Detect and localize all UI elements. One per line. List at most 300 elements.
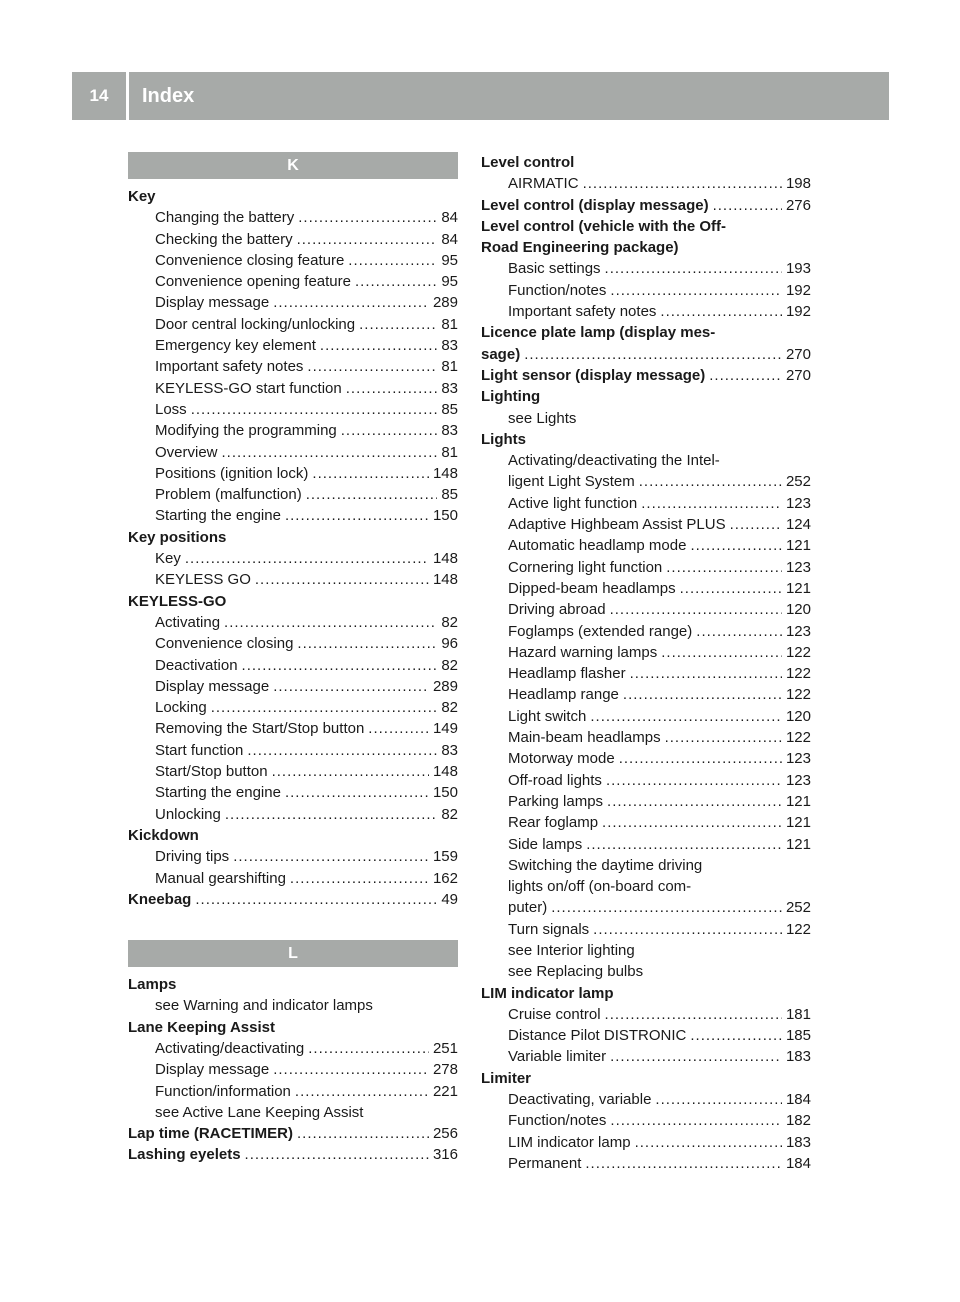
index-subentry	[128, 463, 458, 484]
entry-label: Modifying the programming	[155, 422, 337, 440]
dot-leader	[666, 557, 782, 578]
page-reference: 81	[441, 358, 458, 376]
page-reference: 181	[785, 1005, 811, 1023]
entry-label: Important safety notes	[155, 358, 304, 376]
entry-label: Automatic headlamp mode	[508, 537, 687, 555]
page-reference: 82	[441, 805, 458, 823]
dot-leader	[273, 676, 429, 697]
page-reference: 150	[432, 507, 458, 525]
entry-label: Key	[155, 550, 181, 568]
dot-leader	[602, 812, 782, 833]
index-subentry: see Warning and indicator lamps	[155, 997, 373, 1015]
page-reference: 289	[432, 677, 458, 695]
page-reference: 251	[432, 1039, 458, 1057]
index-subentry	[128, 569, 458, 590]
dot-leader	[307, 356, 437, 377]
index-subentry	[128, 250, 458, 271]
dot-leader	[247, 740, 437, 761]
index-subentry	[128, 314, 458, 335]
dot-leader	[680, 578, 782, 599]
entry-label: KEYLESS-GO start function	[155, 379, 342, 397]
dot-leader	[606, 770, 782, 791]
page-title: Index	[142, 85, 195, 107]
header-divider	[126, 72, 129, 120]
page-reference: 121	[785, 792, 811, 810]
dot-leader	[605, 258, 782, 279]
entry-label: Main-beam headlamps	[508, 729, 661, 747]
index-headword: Lighting	[481, 388, 541, 406]
index-subentry: see Interior lighting	[508, 941, 635, 959]
page-reference: 83	[441, 337, 458, 355]
entry-label: Function/notes	[508, 1112, 607, 1130]
page-reference: 123	[785, 494, 811, 512]
dot-leader	[610, 599, 782, 620]
page-reference: 316	[432, 1146, 458, 1164]
entry-label: Important safety notes	[508, 303, 657, 321]
index-subentry	[128, 740, 458, 761]
index-subentry	[481, 663, 811, 684]
index-subentry	[481, 493, 811, 514]
page-reference: 183	[785, 1048, 811, 1066]
index-subentry	[481, 727, 811, 748]
index-headword: LIM indicator lamp	[481, 984, 614, 1002]
dot-leader	[306, 484, 438, 505]
entry-label: Loss	[155, 400, 187, 418]
entry-label: Display message	[155, 677, 270, 695]
index-subentry	[128, 420, 458, 441]
index-subentry: see Replacing bulbs	[508, 963, 644, 981]
entry-label: Lashing eyelets	[128, 1146, 241, 1164]
dot-leader	[320, 335, 437, 356]
dot-leader	[290, 868, 429, 889]
dot-leader	[272, 761, 429, 782]
page-reference: 96	[441, 635, 458, 653]
index-subentry	[481, 280, 811, 301]
index-subentry	[128, 846, 458, 867]
entry-label: Emergency key element	[155, 337, 316, 355]
entry-label: Lap time (RACETIMER)	[128, 1125, 293, 1143]
entry-label: Light switch	[508, 707, 587, 725]
dot-leader	[297, 633, 437, 654]
dot-leader	[211, 697, 438, 718]
index-headword: Key positions	[128, 528, 227, 546]
index-subentry	[128, 229, 458, 250]
page-reference: 82	[441, 699, 458, 717]
entry-label: Rear foglamp	[508, 814, 599, 832]
page-reference: 289	[432, 294, 458, 312]
entry-label: Convenience opening feature	[155, 273, 351, 291]
index-list-right	[481, 152, 811, 1174]
index-subentry: lights on/off (on-board com-	[508, 878, 692, 896]
entry-label: Changing the battery	[155, 209, 295, 227]
index-subentry	[128, 1081, 458, 1102]
index-subentry	[128, 655, 458, 676]
dot-leader	[605, 1004, 782, 1025]
dot-leader	[312, 463, 429, 484]
index-column-right	[481, 152, 811, 1174]
index-subentry	[128, 442, 458, 463]
page-reference: 148	[432, 464, 458, 482]
entry-label: Positions (ignition lock)	[155, 464, 309, 482]
page-reference: 120	[785, 601, 811, 619]
index-subentry	[128, 612, 458, 633]
index-subentry	[481, 621, 811, 642]
index-headword: Limiter	[481, 1069, 532, 1087]
page-reference: 123	[785, 771, 811, 789]
index-headword: KEYLESS-GO	[128, 592, 227, 610]
page-reference: 182	[785, 1112, 811, 1130]
page-reference: 123	[785, 622, 811, 640]
entry-label: Starting the engine	[155, 784, 281, 802]
entry-label: Display message	[155, 294, 270, 312]
page-reference: 148	[432, 550, 458, 568]
dot-leader	[630, 663, 782, 684]
page-reference: 120	[785, 707, 811, 725]
dot-leader	[297, 1123, 429, 1144]
entry-label: Driving abroad	[508, 601, 606, 619]
page-reference: 270	[785, 366, 811, 384]
entry-label: Distance Pilot DISTRONIC	[508, 1027, 687, 1045]
dot-leader	[696, 621, 782, 642]
entry-label: Kneebag	[128, 890, 192, 908]
index-subentry	[128, 505, 458, 526]
page-reference: 81	[441, 443, 458, 461]
entry-label: Headlamp range	[508, 686, 619, 704]
index-headword: Lamps	[128, 976, 177, 994]
entry-label: Starting the engine	[155, 507, 281, 525]
index-headword: Lights	[481, 430, 526, 448]
page-reference: 124	[785, 516, 811, 534]
dot-leader	[610, 1110, 782, 1131]
index-headword: Licence plate lamp (display mes-	[481, 324, 716, 342]
entry-label: ligent Light System	[508, 473, 635, 491]
index-subentry	[481, 812, 811, 833]
dot-leader	[690, 1025, 782, 1046]
entry-label: Turn signals	[508, 920, 590, 938]
dot-leader	[308, 1038, 429, 1059]
entry-label: Hazard warning lamps	[508, 643, 658, 661]
dot-leader	[341, 420, 438, 441]
dot-leader	[355, 271, 437, 292]
index-subentry	[128, 399, 458, 420]
dot-leader	[191, 399, 438, 420]
page-reference: 148	[432, 571, 458, 589]
dot-leader	[551, 897, 782, 918]
page-reference: 184	[785, 1091, 811, 1109]
dot-leader	[273, 292, 429, 313]
dot-leader	[285, 505, 429, 526]
index-subentry	[481, 897, 811, 918]
page-reference: 252	[785, 899, 811, 917]
dot-leader	[524, 344, 782, 365]
entry-label: Basic settings	[508, 260, 601, 278]
index-subentry: see Lights	[508, 409, 577, 427]
index-subentry	[128, 356, 458, 377]
page-reference: 278	[432, 1061, 458, 1079]
entry-label: Cornering light function	[508, 558, 663, 576]
page-reference: 84	[441, 230, 458, 248]
index-headword: Road Engineering package)	[481, 239, 679, 257]
page-reference: 149	[432, 720, 458, 738]
dot-leader	[586, 834, 782, 855]
entry-label: Deactivation	[155, 656, 238, 674]
page-reference: 121	[785, 814, 811, 832]
index-headword: Key	[128, 188, 156, 205]
entry-label: Locking	[155, 699, 207, 717]
index-subentry	[481, 1132, 811, 1153]
entry-label: Convenience closing feature	[155, 251, 345, 269]
dot-leader	[222, 442, 438, 463]
index-subentry	[128, 207, 458, 228]
page-reference: 221	[432, 1082, 458, 1100]
page-reference: 121	[785, 835, 811, 853]
page-reference: 84	[441, 209, 458, 227]
index-subentry	[481, 1004, 811, 1025]
index-subentry	[481, 791, 811, 812]
entry-label: LIM indicator lamp	[508, 1133, 631, 1151]
section-spacer	[128, 910, 458, 940]
page-reference: 121	[785, 579, 811, 597]
dot-leader	[295, 1081, 429, 1102]
index-headword	[481, 365, 811, 386]
index-list-l	[128, 974, 458, 1166]
page-reference: 198	[785, 175, 811, 193]
dot-leader	[593, 919, 782, 940]
entry-label: Foglamps (extended range)	[508, 622, 693, 640]
page-reference: 82	[441, 656, 458, 674]
dot-leader	[273, 1059, 429, 1080]
index-headword: Level control	[481, 154, 575, 171]
entry-label: Dipped-beam headlamps	[508, 579, 676, 597]
entry-label: Problem (malfunction)	[155, 486, 302, 504]
page-reference: 123	[785, 558, 811, 576]
index-subentry	[128, 335, 458, 356]
index-subentry	[128, 1059, 458, 1080]
dot-leader	[583, 173, 782, 194]
page-header	[72, 72, 889, 120]
index-subentry	[481, 599, 811, 620]
page-reference: 122	[785, 643, 811, 661]
dot-leader	[242, 655, 438, 676]
index-subentry	[128, 633, 458, 654]
entry-label: Start function	[155, 741, 244, 759]
page-reference: 256	[432, 1125, 458, 1143]
page-reference: 95	[441, 251, 458, 269]
page-reference: 192	[785, 303, 811, 321]
page-reference: 148	[432, 763, 458, 781]
page-reference: 252	[785, 473, 811, 491]
page-reference: 122	[785, 686, 811, 704]
dot-leader	[368, 718, 429, 739]
index-subentry	[128, 697, 458, 718]
page-reference: 183	[785, 1133, 811, 1151]
index-subentry	[481, 578, 811, 599]
index-subentry	[481, 642, 811, 663]
index-subentry	[481, 471, 811, 492]
entry-label: Checking the battery	[155, 230, 293, 248]
entry-label: Activating	[155, 613, 221, 631]
dot-leader	[610, 280, 782, 301]
index-subentry	[481, 684, 811, 705]
dot-leader	[660, 301, 782, 322]
dot-leader	[635, 1132, 782, 1153]
entry-label: Cruise control	[508, 1005, 601, 1023]
entry-label: Side lamps	[508, 835, 583, 853]
dot-leader	[224, 612, 437, 633]
page-reference: 83	[441, 741, 458, 759]
index-subentry: Switching the daytime driving	[508, 856, 703, 874]
page-reference: 121	[785, 537, 811, 555]
entry-label: puter)	[508, 899, 548, 917]
index-subentry	[128, 782, 458, 803]
index-headword: Kickdown	[128, 826, 199, 844]
index-subentry	[481, 748, 811, 769]
page-reference: 95	[441, 273, 458, 291]
dot-leader	[185, 548, 429, 569]
dot-leader	[585, 1153, 782, 1174]
dot-leader	[655, 1089, 782, 1110]
entry-label: Adaptive Highbeam Assist PLUS	[508, 516, 726, 534]
section-header-l: L	[128, 940, 458, 967]
index-column-left	[128, 152, 458, 1166]
entry-label: Unlocking	[155, 805, 221, 823]
page-reference: 85	[441, 486, 458, 504]
index-subentry: Activating/deactivating the Intel-	[508, 452, 720, 470]
index-subentry	[481, 919, 811, 940]
entry-label: Manual gearshifting	[155, 869, 286, 887]
dot-leader	[285, 782, 429, 803]
entry-label: Driving tips	[155, 848, 230, 866]
dot-leader	[713, 195, 782, 216]
index-subentry	[128, 548, 458, 569]
index-subentry	[481, 301, 811, 322]
dot-leader	[195, 889, 437, 910]
page-reference: 185	[785, 1027, 811, 1045]
index-subentry	[128, 718, 458, 739]
dot-leader	[225, 804, 437, 825]
entry-label: Off-road lights	[508, 771, 602, 789]
entry-label: Permanent	[508, 1154, 582, 1172]
entry-label: Level control (display message)	[481, 196, 709, 214]
index-subentry	[481, 706, 811, 727]
entry-label: Light sensor (display message)	[481, 366, 706, 384]
page-reference: 192	[785, 281, 811, 299]
dot-leader	[590, 706, 782, 727]
dot-leader	[255, 569, 429, 590]
index-headword	[128, 1123, 458, 1144]
entry-label: Variable limiter	[508, 1048, 607, 1066]
page-reference: 159	[432, 848, 458, 866]
dot-leader	[610, 1046, 782, 1067]
entry-label: Deactivating, variable	[508, 1091, 652, 1109]
entry-label: Removing the Start/Stop button	[155, 720, 365, 738]
page-reference: 270	[785, 345, 811, 363]
index-headword: Lane Keeping Assist	[128, 1018, 275, 1036]
dot-leader	[359, 314, 437, 335]
index-subentry	[481, 1025, 811, 1046]
entry-label: Function/notes	[508, 281, 607, 299]
index-list-k	[128, 186, 458, 910]
dot-leader	[690, 535, 782, 556]
dot-leader	[607, 791, 782, 812]
page-reference: 276	[785, 196, 811, 214]
index-subentry	[481, 834, 811, 855]
entry-label: Door central locking/unlocking	[155, 315, 356, 333]
dot-leader	[346, 378, 438, 399]
index-subentry	[481, 557, 811, 578]
entry-label: Parking lamps	[508, 792, 604, 810]
section-header-k: K	[128, 152, 458, 179]
entry-label: Convenience closing	[155, 635, 294, 653]
page-reference: 122	[785, 920, 811, 938]
dot-leader	[661, 642, 782, 663]
index-subentry	[481, 1046, 811, 1067]
entry-label: Headlamp flasher	[508, 665, 626, 683]
index-subentry	[128, 484, 458, 505]
dot-leader	[297, 229, 438, 250]
index-subentry	[128, 804, 458, 825]
page-reference: 150	[432, 784, 458, 802]
index-headword	[128, 1144, 458, 1165]
page-reference: 123	[785, 750, 811, 768]
index-headword	[128, 889, 458, 910]
entry-label: sage)	[481, 345, 521, 363]
page-reference: 184	[785, 1154, 811, 1172]
dot-leader	[623, 684, 782, 705]
index-subentry	[128, 868, 458, 889]
dot-leader	[348, 250, 437, 271]
index-subentry	[128, 378, 458, 399]
index-subentry	[481, 1089, 811, 1110]
index-headword	[481, 344, 811, 365]
dot-leader	[665, 727, 782, 748]
index-subentry	[128, 761, 458, 782]
entry-label: Display message	[155, 1061, 270, 1079]
index-subentry	[481, 770, 811, 791]
dot-leader	[233, 846, 429, 867]
dot-leader	[641, 493, 782, 514]
entry-label: Motorway mode	[508, 750, 615, 768]
page-number: 14	[89, 86, 109, 105]
dot-leader	[619, 748, 782, 769]
dot-leader	[730, 514, 782, 535]
index-subentry	[128, 676, 458, 697]
index-subentry	[481, 1110, 811, 1131]
index-headword	[481, 195, 811, 216]
page-reference: 82	[441, 613, 458, 631]
index-subentry	[481, 173, 811, 194]
entry-label: Overview	[155, 443, 218, 461]
index-headword: Level control (vehicle with the Off-	[481, 217, 727, 235]
dot-leader	[639, 471, 782, 492]
index-subentry	[481, 258, 811, 279]
entry-label: KEYLESS GO	[155, 571, 251, 589]
dot-leader	[245, 1144, 429, 1165]
page-reference: 193	[785, 260, 811, 278]
index-subentry	[128, 292, 458, 313]
index-subentry	[128, 1038, 458, 1059]
index-subentry	[481, 514, 811, 535]
index-subentry	[128, 271, 458, 292]
entry-label: Activating/deactivating	[155, 1039, 305, 1057]
page-reference: 83	[441, 379, 458, 397]
entry-label: Start/Stop button	[155, 763, 268, 781]
index-subentry	[481, 535, 811, 556]
page-reference: 122	[785, 729, 811, 747]
entry-label: Function/information	[155, 1082, 291, 1100]
page-reference: 122	[785, 665, 811, 683]
page-reference: 85	[441, 400, 458, 418]
